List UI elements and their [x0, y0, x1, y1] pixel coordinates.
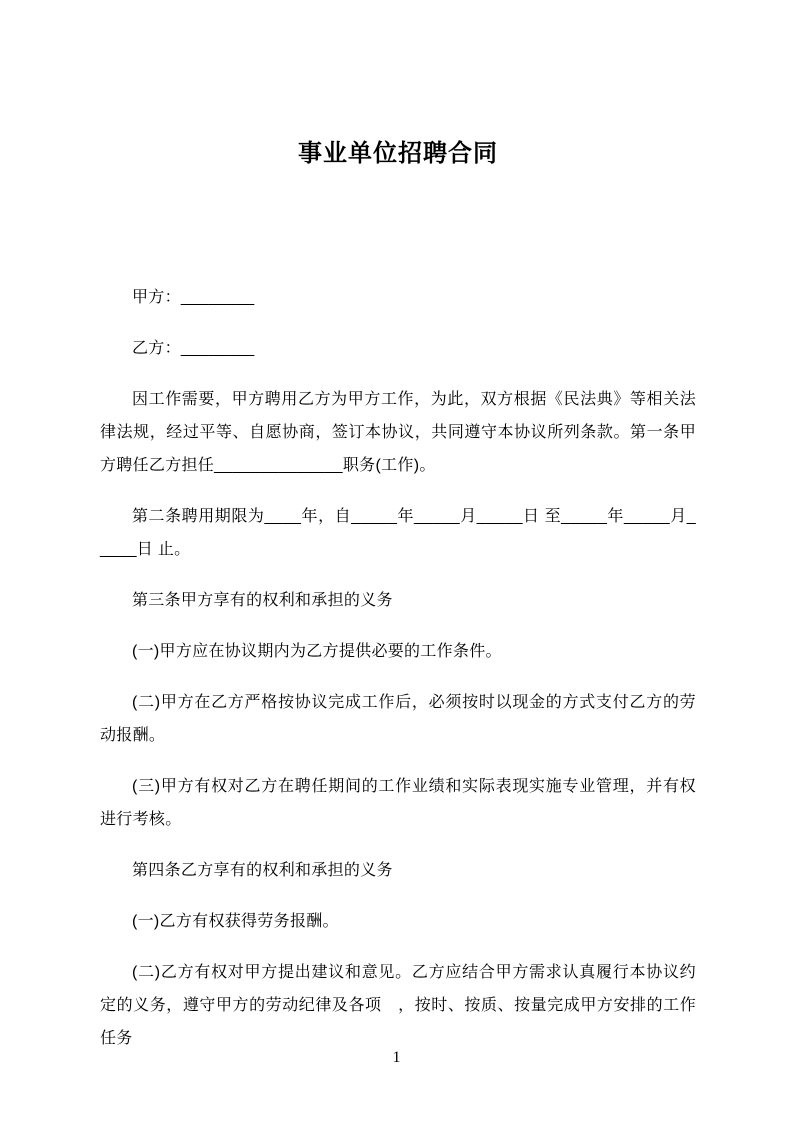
intro-and-clause-1: 因工作需要，甲方聘用乙方为甲方工作，为此，双方根据《民法典》等相关法律法规，经过平等、自愿协商，签订本协议，共同遵守本协议所列条款。第一条甲方聘任乙方担任______________职务(工作)。: [100, 391, 696, 474]
page-number: 1: [392, 1049, 401, 1066]
party-b-line: 乙方：________: [132, 340, 255, 357]
clause-2-term: 第二条聘用期限为____年，自_____年_____月_____日 至_____年_____月_____日 止。: [100, 508, 696, 558]
clause-3-heading: 第三条甲方享有的权利和承担的义务: [132, 592, 393, 609]
document-title: 事业单位招聘合同: [298, 140, 498, 167]
clause-4-item-1: (一)乙方有权获得劳务报酬。: [132, 913, 339, 930]
party-a-line: 甲方：________: [132, 289, 255, 306]
clause-4-item-2: (二)乙方有权对甲方提出建议和意见。乙方应结合甲方需求认真履行本协议约定的义务，遵守甲方的劳动纪律及各项 ，按时、按质、按量完成甲方安排的工作任务: [100, 964, 696, 1047]
clause-4-heading: 第四条乙方享有的权利和承担的义务: [132, 862, 393, 879]
clause-3-item-2: (二)甲方在乙方严格按协议完成工作后，必须按时以现金的方式支付乙方的劳动报酬。: [100, 694, 696, 744]
document-content: [100, 0, 696, 1055]
clause-3-item-3: (三)甲方有权对乙方在聘任期间的工作业绩和实际表现实施专业管理，并有权进行考核。: [100, 778, 696, 828]
clause-3-item-1: (一)甲方应在协议期内为乙方提供必要的工作条件。: [132, 643, 502, 660]
